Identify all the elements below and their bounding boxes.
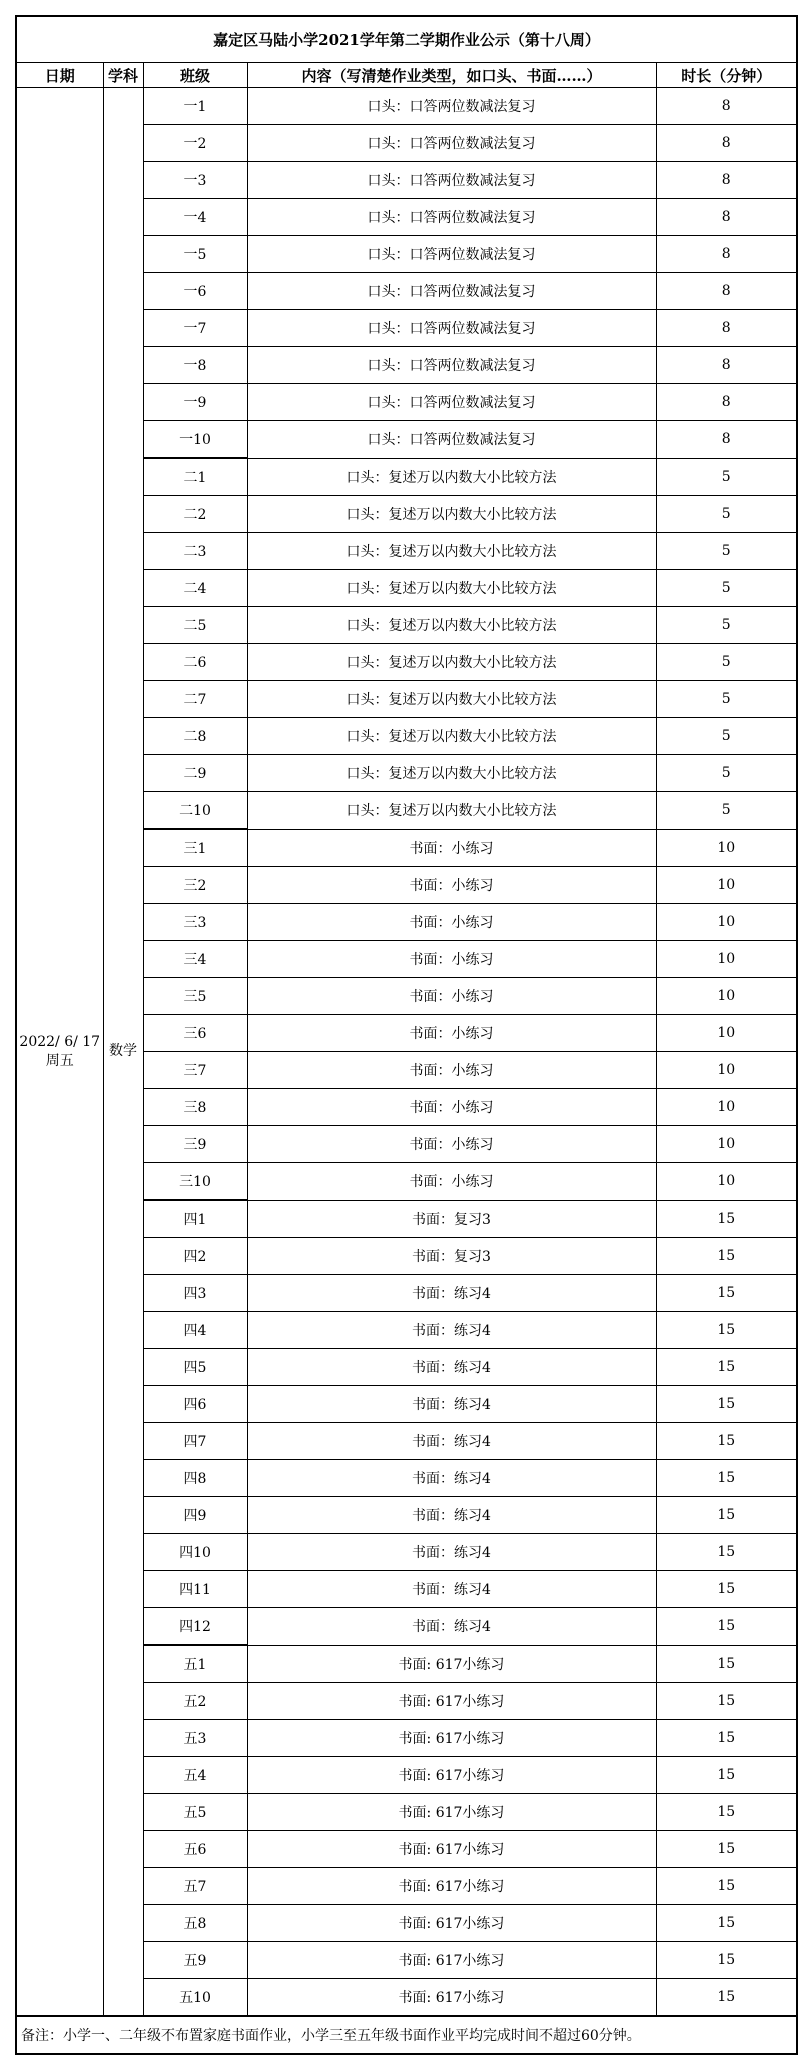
- class-cell: 二6: [143, 644, 247, 681]
- duration-cell: 8: [656, 199, 797, 236]
- class-cell: 三6: [143, 1015, 247, 1052]
- class-cell: 三1: [143, 829, 247, 867]
- class-cell: 四3: [143, 1275, 247, 1312]
- class-cell: 五9: [143, 1942, 247, 1979]
- content-cell: 书面：练习4: [247, 1460, 656, 1497]
- content-cell: 口头：口答两位数减法复习: [247, 273, 656, 310]
- content-cell: 口头：复述万以内数大小比较方法: [247, 570, 656, 607]
- class-cell: 四10: [143, 1534, 247, 1571]
- duration-cell: 5: [656, 644, 797, 681]
- content-cell: 书面: 617小练习: [247, 1942, 656, 1979]
- duration-cell: 15: [656, 1942, 797, 1979]
- footnote: 备注：小学一、二年级不布置家庭书面作业，小学三至五年级书面作业平均完成时间不超过60分钟。: [16, 2016, 797, 2054]
- duration-cell: 10: [656, 1089, 797, 1126]
- class-cell: 一7: [143, 310, 247, 347]
- content-cell: 书面：复习3: [247, 1200, 656, 1238]
- header-class: 班级: [143, 63, 247, 88]
- class-cell: 四12: [143, 1608, 247, 1646]
- duration-cell: 10: [656, 904, 797, 941]
- duration-cell: 5: [656, 607, 797, 644]
- class-cell: 二5: [143, 607, 247, 644]
- content-cell: 书面: 617小练习: [247, 1831, 656, 1868]
- content-cell: 口头：复述万以内数大小比较方法: [247, 792, 656, 830]
- duration-cell: 15: [656, 1794, 797, 1831]
- class-cell: 三10: [143, 1163, 247, 1201]
- duration-cell: 8: [656, 273, 797, 310]
- class-cell: 五5: [143, 1794, 247, 1831]
- duration-cell: 15: [656, 1831, 797, 1868]
- class-cell: 四6: [143, 1386, 247, 1423]
- class-cell: 三5: [143, 978, 247, 1015]
- content-cell: 书面：小练习: [247, 1089, 656, 1126]
- class-cell: 二2: [143, 496, 247, 533]
- duration-cell: 8: [656, 421, 797, 459]
- duration-cell: 8: [656, 384, 797, 421]
- duration-cell: 8: [656, 347, 797, 384]
- duration-cell: 15: [656, 1534, 797, 1571]
- content-cell: 口头：复述万以内数大小比较方法: [247, 755, 656, 792]
- duration-cell: 8: [656, 125, 797, 162]
- content-cell: 书面：小练习: [247, 941, 656, 978]
- class-cell: 二10: [143, 792, 247, 830]
- content-cell: 书面：练习4: [247, 1608, 656, 1646]
- class-cell: 一1: [143, 88, 247, 125]
- duration-cell: 15: [656, 1683, 797, 1720]
- content-cell: 口头：口答两位数减法复习: [247, 199, 656, 236]
- content-cell: 书面：练习4: [247, 1386, 656, 1423]
- class-cell: 四5: [143, 1349, 247, 1386]
- duration-cell: 15: [656, 1571, 797, 1608]
- content-cell: 口头：口答两位数减法复习: [247, 162, 656, 199]
- duration-cell: 15: [656, 1423, 797, 1460]
- content-cell: 书面: 617小练习: [247, 1683, 656, 1720]
- note-row: [16, 2016, 797, 2054]
- content-cell: 口头：复述万以内数大小比较方法: [247, 681, 656, 718]
- duration-cell: 8: [656, 310, 797, 347]
- content-cell: 口头：复述万以内数大小比较方法: [247, 533, 656, 570]
- class-cell: 五2: [143, 1683, 247, 1720]
- content-cell: 书面：小练习: [247, 829, 656, 867]
- duration-cell: 10: [656, 1015, 797, 1052]
- content-cell: 书面: 617小练习: [247, 1757, 656, 1794]
- duration-cell: 10: [656, 829, 797, 867]
- duration-cell: 5: [656, 792, 797, 830]
- duration-cell: 15: [656, 1386, 797, 1423]
- duration-cell: 5: [656, 755, 797, 792]
- duration-cell: 15: [656, 1349, 797, 1386]
- class-cell: 二9: [143, 755, 247, 792]
- class-cell: 四7: [143, 1423, 247, 1460]
- class-cell: 三3: [143, 904, 247, 941]
- class-cell: 三8: [143, 1089, 247, 1126]
- content-cell: 书面: 617小练习: [247, 1905, 656, 1942]
- duration-cell: 15: [656, 1312, 797, 1349]
- content-cell: 口头：复述万以内数大小比较方法: [247, 718, 656, 755]
- content-cell: 口头：口答两位数减法复习: [247, 125, 656, 162]
- duration-cell: 10: [656, 867, 797, 904]
- class-cell: 四8: [143, 1460, 247, 1497]
- class-cell: 五1: [143, 1645, 247, 1683]
- duration-cell: 15: [656, 1905, 797, 1942]
- duration-cell: 15: [656, 1720, 797, 1757]
- duration-cell: 8: [656, 88, 797, 125]
- content-cell: 书面：小练习: [247, 1163, 656, 1201]
- duration-cell: 10: [656, 1163, 797, 1201]
- class-cell: 二3: [143, 533, 247, 570]
- class-cell: 三7: [143, 1052, 247, 1089]
- duration-cell: 15: [656, 1497, 797, 1534]
- duration-cell: 5: [656, 681, 797, 718]
- class-cell: 一4: [143, 199, 247, 236]
- duration-cell: 5: [656, 718, 797, 755]
- duration-cell: 10: [656, 1126, 797, 1163]
- duration-cell: 10: [656, 978, 797, 1015]
- duration-cell: 15: [656, 1645, 797, 1683]
- class-cell: 二1: [143, 458, 247, 496]
- duration-cell: 5: [656, 458, 797, 496]
- class-cell: 二8: [143, 718, 247, 755]
- class-cell: 一5: [143, 236, 247, 273]
- duration-cell: 5: [656, 570, 797, 607]
- header-subject: 学科: [103, 63, 143, 88]
- content-cell: 书面：练习4: [247, 1534, 656, 1571]
- class-cell: 五3: [143, 1720, 247, 1757]
- content-cell: 口头：口答两位数减法复习: [247, 421, 656, 459]
- duration-cell: 15: [656, 1275, 797, 1312]
- header-date: 日期: [16, 63, 103, 88]
- class-cell: 四2: [143, 1238, 247, 1275]
- class-cell: 二7: [143, 681, 247, 718]
- duration-cell: 15: [656, 1238, 797, 1275]
- content-cell: 书面：练习4: [247, 1423, 656, 1460]
- duration-cell: 10: [656, 941, 797, 978]
- content-cell: 书面：小练习: [247, 1015, 656, 1052]
- content-cell: 口头：口答两位数减法复习: [247, 236, 656, 273]
- class-cell: 一8: [143, 347, 247, 384]
- content-cell: 书面: 617小练习: [247, 1720, 656, 1757]
- homework-table: [15, 15, 798, 2055]
- content-cell: 书面：小练习: [247, 1052, 656, 1089]
- class-cell: 四9: [143, 1497, 247, 1534]
- class-cell: 三9: [143, 1126, 247, 1163]
- date-cell: [16, 88, 103, 2017]
- class-cell: 一10: [143, 421, 247, 459]
- content-cell: 书面: 617小练习: [247, 1979, 656, 2017]
- duration-cell: 5: [656, 533, 797, 570]
- subject-cell: 数学: [103, 88, 143, 2017]
- duration-cell: 15: [656, 1868, 797, 1905]
- content-cell: 书面: 617小练习: [247, 1868, 656, 1905]
- class-cell: 四1: [143, 1200, 247, 1238]
- content-cell: 口头：口答两位数减法复习: [247, 347, 656, 384]
- class-cell: 五8: [143, 1905, 247, 1942]
- duration-cell: 5: [656, 496, 797, 533]
- duration-cell: 15: [656, 1460, 797, 1497]
- class-cell: 三2: [143, 867, 247, 904]
- header-row: [16, 63, 797, 88]
- duration-cell: 15: [656, 1200, 797, 1238]
- class-cell: 一3: [143, 162, 247, 199]
- homework-sheet: [15, 15, 796, 2055]
- content-cell: 书面: 617小练习: [247, 1645, 656, 1683]
- class-cell: 五4: [143, 1757, 247, 1794]
- content-cell: 口头：复述万以内数大小比较方法: [247, 607, 656, 644]
- content-cell: 书面：小练习: [247, 904, 656, 941]
- content-cell: 书面：练习4: [247, 1275, 656, 1312]
- class-cell: 五7: [143, 1868, 247, 1905]
- content-cell: 书面：练习4: [247, 1349, 656, 1386]
- class-cell: 一2: [143, 125, 247, 162]
- content-cell: 口头：复述万以内数大小比较方法: [247, 496, 656, 533]
- content-cell: 口头：复述万以内数大小比较方法: [247, 458, 656, 496]
- content-cell: 书面：小练习: [247, 1126, 656, 1163]
- duration-cell: 15: [656, 1757, 797, 1794]
- content-cell: 口头：口答两位数减法复习: [247, 384, 656, 421]
- header-content: 内容（写清楚作业类型，如口头、书面……）: [247, 63, 656, 88]
- duration-cell: 15: [656, 1979, 797, 2017]
- content-cell: 书面：小练习: [247, 867, 656, 904]
- content-cell: 书面：小练习: [247, 978, 656, 1015]
- class-cell: 一6: [143, 273, 247, 310]
- duration-cell: 8: [656, 162, 797, 199]
- duration-cell: 8: [656, 236, 797, 273]
- date-text: 2022/ 6/ 17: [19, 1033, 101, 1050]
- content-cell: 书面：复习3: [247, 1238, 656, 1275]
- class-cell: 三4: [143, 941, 247, 978]
- content-cell: 口头：复述万以内数大小比较方法: [247, 644, 656, 681]
- class-cell: 一9: [143, 384, 247, 421]
- duration-cell: 15: [656, 1608, 797, 1646]
- table-row: [16, 88, 797, 125]
- content-cell: 书面：练习4: [247, 1497, 656, 1534]
- class-cell: 四4: [143, 1312, 247, 1349]
- class-cell: 四11: [143, 1571, 247, 1608]
- content-cell: 口头：口答两位数减法复习: [247, 310, 656, 347]
- weekday-text: 周五: [45, 1052, 74, 1069]
- content-cell: 书面：练习4: [247, 1571, 656, 1608]
- duration-cell: 10: [656, 1052, 797, 1089]
- sheet-title: 嘉定区马陆小学2021学年第二学期作业公示（第十八周）: [16, 16, 797, 63]
- content-cell: 书面: 617小练习: [247, 1794, 656, 1831]
- content-cell: 书面：练习4: [247, 1312, 656, 1349]
- class-cell: 二4: [143, 570, 247, 607]
- header-duration: 时长（分钟）: [656, 63, 797, 88]
- class-cell: 五6: [143, 1831, 247, 1868]
- content-cell: 口头：口答两位数减法复习: [247, 88, 656, 125]
- class-cell: 五10: [143, 1979, 247, 2017]
